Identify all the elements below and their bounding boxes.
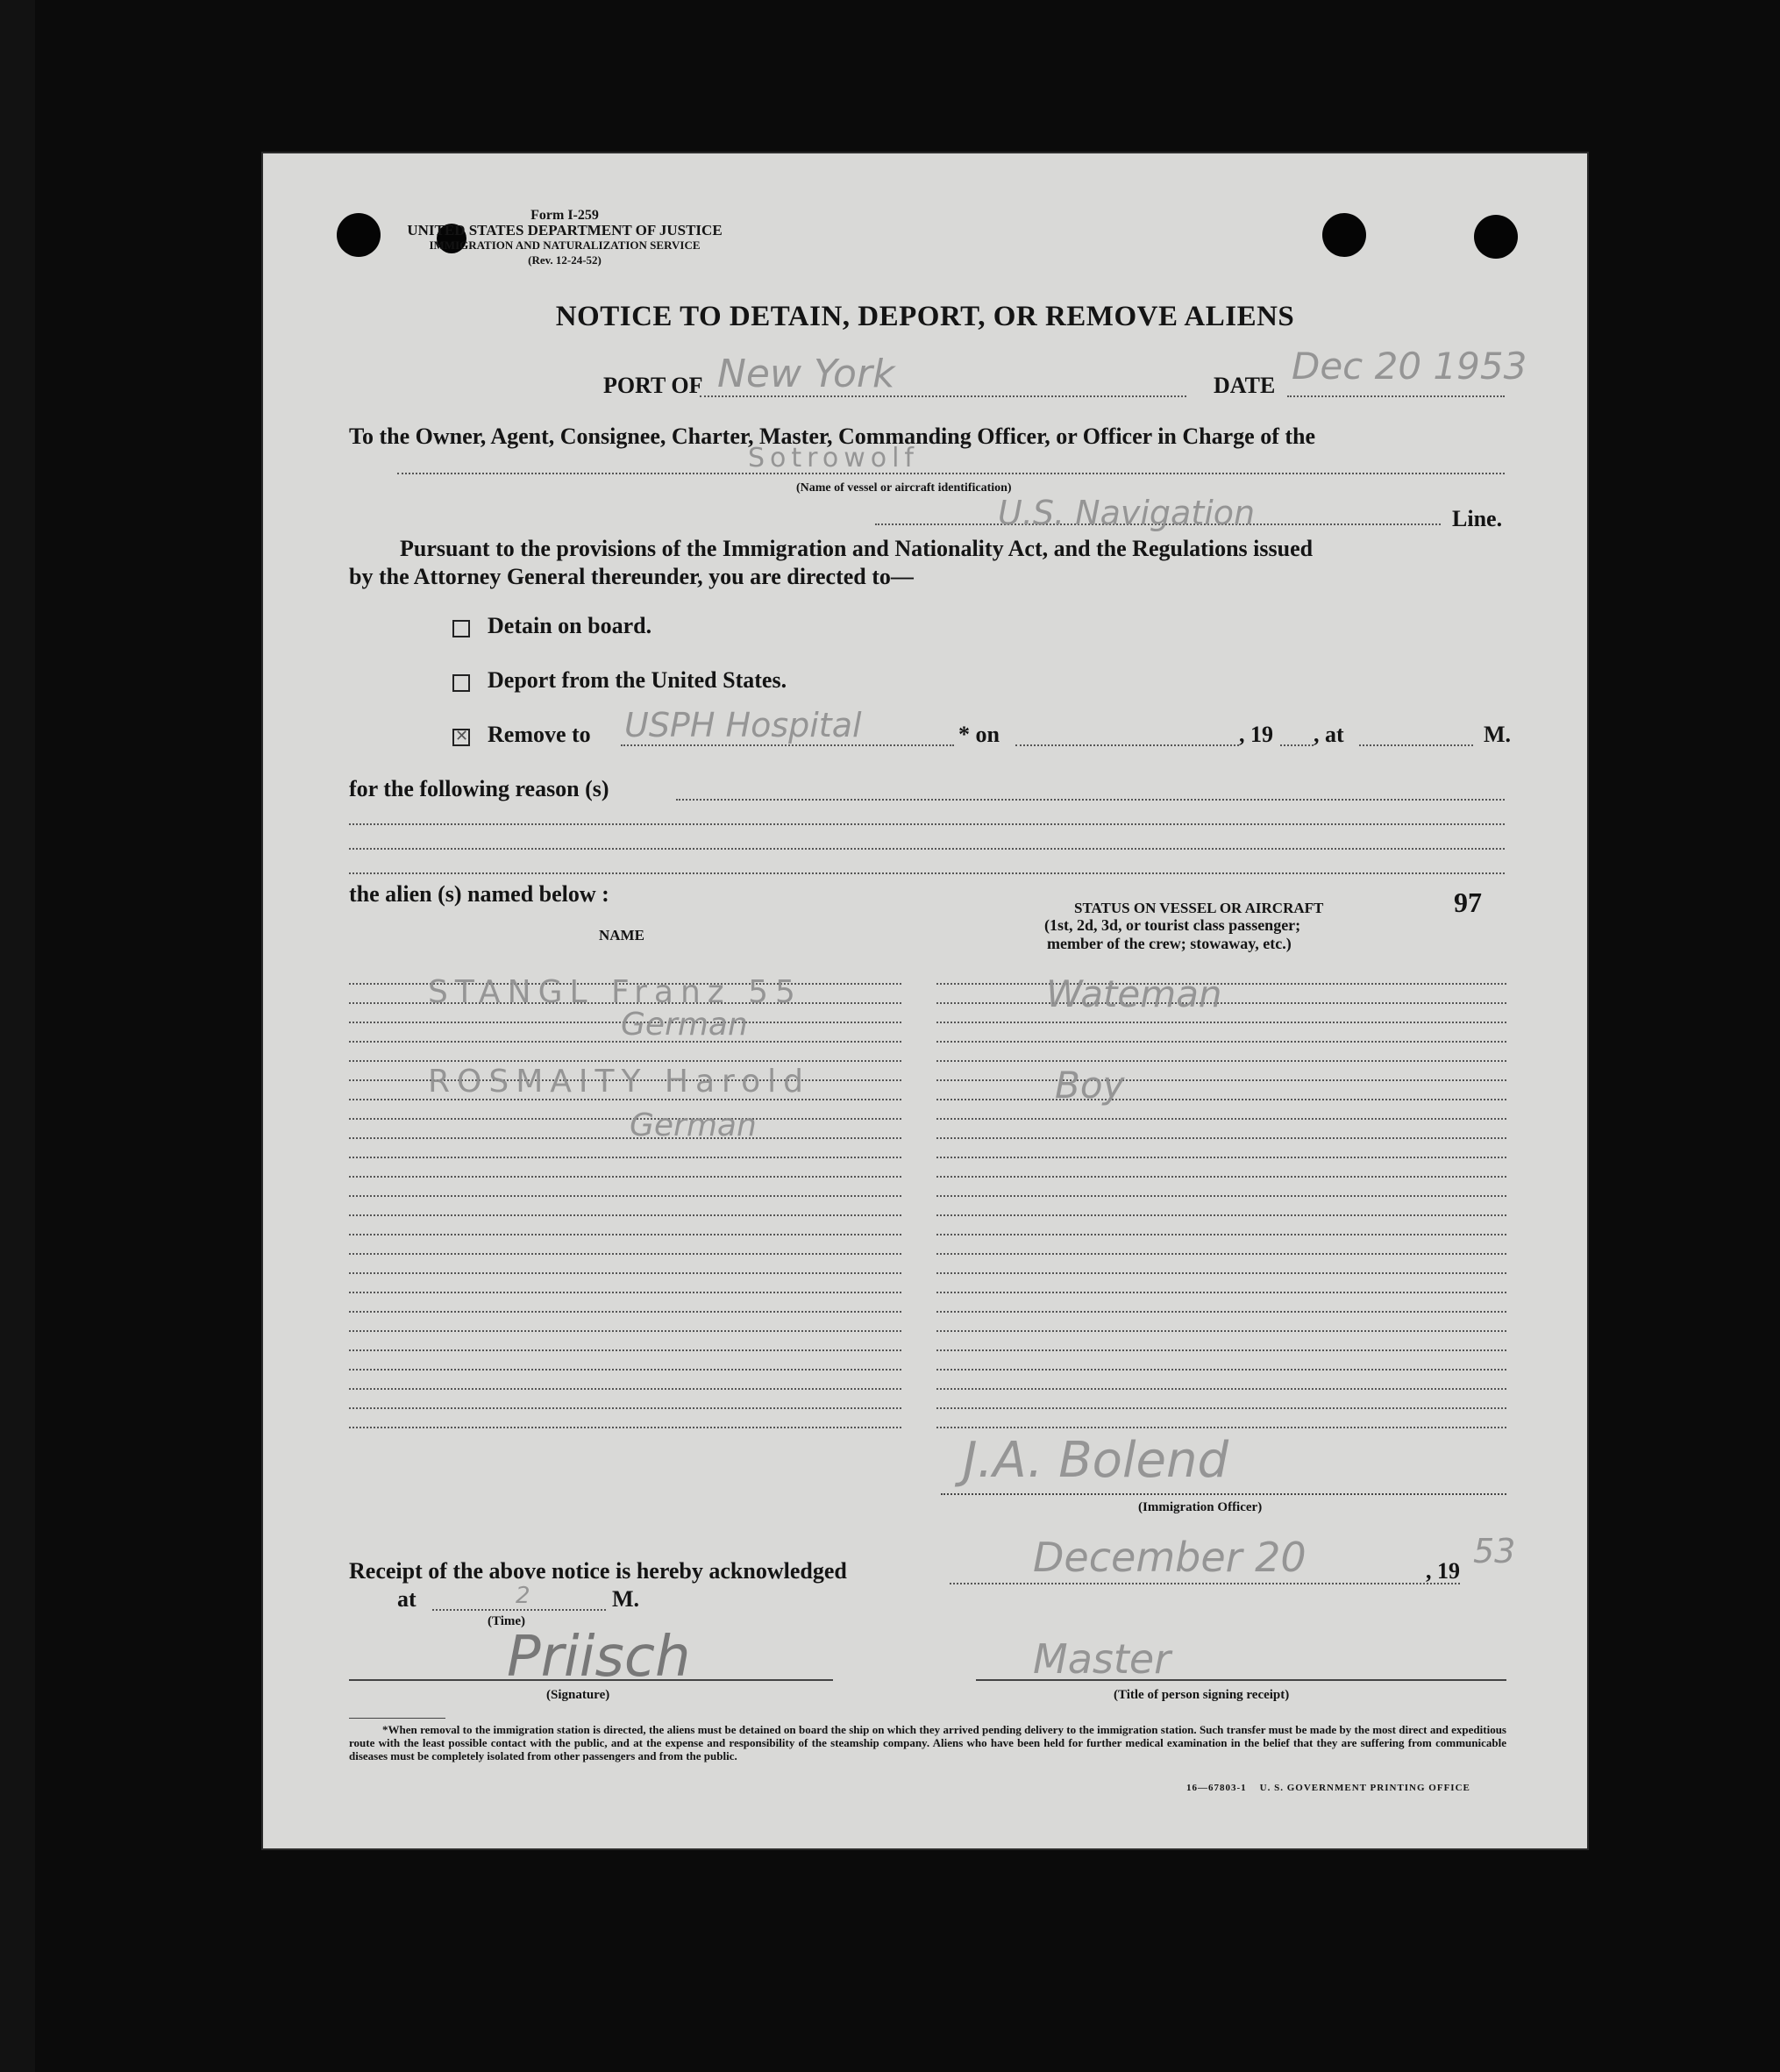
form-number-97: 97	[1454, 886, 1482, 918]
department: UNITED STATES DEPARTMENT OF JUSTICE	[407, 222, 723, 239]
title-signing-value: Master	[1033, 1635, 1171, 1683]
line-label: Line.	[1452, 506, 1503, 531]
vessel-caption: (Name of vessel or aircraft identification)	[796, 481, 1012, 495]
date-value: Dec 20 1953	[1292, 345, 1527, 388]
name-row-line	[349, 1253, 901, 1255]
m-label: M.	[1484, 722, 1512, 747]
service: IMMIGRATION AND NATURALIZATION SERVICE	[429, 239, 701, 252]
reason-line-2	[349, 823, 1505, 825]
deport-checkbox[interactable]	[452, 674, 470, 692]
line-value: U.S. Navigation	[998, 494, 1256, 532]
status-row-line	[936, 1272, 1506, 1274]
punch-hole-right	[1474, 215, 1518, 259]
receipt-time-value: 2	[516, 1583, 530, 1609]
name-header: NAME	[599, 927, 644, 943]
alien-2-nationality: German	[630, 1107, 757, 1143]
signature-line	[349, 1679, 833, 1681]
name-row-line	[349, 1292, 901, 1293]
remove-destination-value: USPH Hospital	[624, 706, 862, 744]
name-row-line	[349, 1349, 901, 1351]
pursuant-text-2: by the Attorney General thereunder, you are directed to—	[349, 564, 914, 589]
time-caption: (Time)	[488, 1614, 526, 1628]
aliens-label: the alien (s) named below :	[349, 881, 609, 907]
officer-signature-line	[941, 1493, 1506, 1495]
status-row-line	[936, 1060, 1506, 1062]
name-row-line	[349, 1157, 901, 1158]
on-date-field	[1015, 744, 1239, 746]
reason-line-3	[349, 848, 1505, 850]
on-label: * on	[958, 722, 1000, 747]
status-row-line	[936, 1137, 1506, 1139]
form-number: Form I-259	[530, 208, 599, 223]
status-row-line	[936, 1099, 1506, 1100]
remove-destination-field	[621, 744, 954, 746]
status-row-line	[936, 1407, 1506, 1409]
name-row-line	[349, 1060, 901, 1062]
name-row-line	[349, 1214, 901, 1216]
name-row-line	[349, 1407, 901, 1409]
deport-label: Deport from the United States.	[488, 667, 787, 693]
status-header: STATUS ON VESSEL OR AIRCRAFT	[1074, 900, 1324, 916]
status-row-line	[936, 1388, 1506, 1390]
signature-caption: (Signature)	[546, 1688, 610, 1702]
receipt-year-prefix: , 19	[1426, 1558, 1460, 1584]
name-row-line	[349, 1388, 901, 1390]
scan-left-edge	[0, 0, 35, 2072]
name-row-line	[349, 1176, 901, 1178]
status-row-line	[936, 1234, 1506, 1235]
form-header	[345, 208, 784, 267]
punch-hole-mid	[1322, 213, 1366, 257]
officer-signature: J.A. Bolend	[963, 1432, 1228, 1489]
at-label: , at	[1314, 722, 1344, 747]
vessel-field	[397, 473, 1505, 474]
status-row-line	[936, 1157, 1506, 1158]
status-row-line	[936, 1330, 1506, 1332]
alien-1-name: STANGL Franz 55	[428, 974, 802, 1010]
remove-label: Remove to	[488, 722, 591, 747]
status-row-line	[936, 1311, 1506, 1313]
footnote-rule	[349, 1718, 445, 1719]
form-title: NOTICE TO DETAIN, DEPORT, OR REMOVE ALIENS	[555, 301, 1295, 332]
alien-1-status: Wateman	[1046, 972, 1222, 1015]
name-row-line	[349, 1118, 901, 1120]
status-row-line	[936, 1041, 1506, 1043]
to-line: To the Owner, Agent, Consignee, Charter, Master, Commanding Officer, or Officer in Charge of the	[349, 424, 1316, 449]
time-field	[1359, 744, 1473, 746]
printer-line: 16—67803-1 U. S. GOVERNMENT PRINTING OFFICE	[1186, 1783, 1470, 1793]
status-subheader-1: (1st, 2d, 3d, or tourist class passenger;	[1044, 916, 1301, 934]
name-row-line	[349, 1195, 901, 1197]
receipt-year-value: 53	[1473, 1532, 1516, 1570]
receipt-text: Receipt of the above notice is hereby acknowledged	[349, 1558, 847, 1584]
reason-label: for the following reason (s)	[349, 776, 609, 801]
status-row-line	[936, 1079, 1506, 1081]
receipt-at-label: at	[397, 1586, 417, 1612]
receipt-time-field	[432, 1609, 606, 1611]
date-field	[1287, 395, 1505, 397]
name-row-line	[349, 1137, 901, 1139]
detain-label: Detain on board.	[488, 613, 652, 638]
name-row-line	[349, 1427, 901, 1428]
alien-2-status: Boy	[1055, 1064, 1125, 1107]
vessel-value: Sotrowolf	[748, 443, 919, 473]
alien-1-nationality: German	[621, 1007, 748, 1043]
status-row-line	[936, 1176, 1506, 1178]
reason-line-4	[349, 872, 1505, 874]
status-row-line	[936, 1195, 1506, 1197]
detain-checkbox[interactable]	[452, 620, 470, 637]
pursuant-text-1: Pursuant to the provisions of the Immigration and Nationality Act, and the Regulations issued	[400, 536, 1314, 561]
name-row-line	[349, 1272, 901, 1274]
status-row-line	[936, 1369, 1506, 1371]
status-row-line	[936, 1427, 1506, 1428]
title-signing-caption: (Title of person signing receipt)	[1114, 1688, 1290, 1702]
receipt-date-value: December 20	[1033, 1534, 1307, 1581]
receipt-m-label: M.	[612, 1586, 640, 1612]
receipt-date-field	[950, 1583, 1460, 1584]
footnote: *When removal to the immigration station is directed, the aliens must be detained on board the ship on which they arrived pending delivery to the immigration station. Such transfer must be made by the most direct and expeditious route with the least possible contact with the public, and at the expense and responsibility of the steamship company. Aliens who have been held for further medical examination in the belief that they are suffering from communicable diseases must be completely isolated from other passengers and from the public.	[349, 1723, 1506, 1762]
name-row-line	[349, 1234, 901, 1235]
alien-2-name: ROSMAITY Harold	[428, 1064, 810, 1100]
name-row-line	[349, 1369, 901, 1371]
year-prefix: , 19	[1239, 722, 1273, 747]
name-row-line	[349, 1330, 901, 1332]
status-row-line	[936, 1253, 1506, 1255]
title-signing-line	[976, 1679, 1506, 1681]
name-row-line	[349, 1311, 901, 1313]
status-row-line	[936, 1214, 1506, 1216]
receiver-signature: Priisch	[507, 1625, 691, 1690]
officer-caption: (Immigration Officer)	[1138, 1500, 1263, 1514]
remove-checkbox[interactable]	[452, 729, 470, 746]
status-row-line	[936, 1022, 1506, 1023]
status-row-line	[936, 1118, 1506, 1120]
year-field	[1280, 744, 1314, 746]
form-page	[261, 152, 1589, 1850]
port-label: PORT OF	[603, 373, 703, 398]
status-row-line	[936, 1292, 1506, 1293]
port-value: New York	[717, 352, 895, 396]
revision: (Rev. 12-24-52)	[528, 253, 602, 267]
status-subheader-2: member of the crew; stowaway, etc.)	[1047, 935, 1292, 952]
reason-line-1	[676, 799, 1505, 801]
status-row-line	[936, 1349, 1506, 1351]
date-label: DATE	[1214, 373, 1276, 398]
